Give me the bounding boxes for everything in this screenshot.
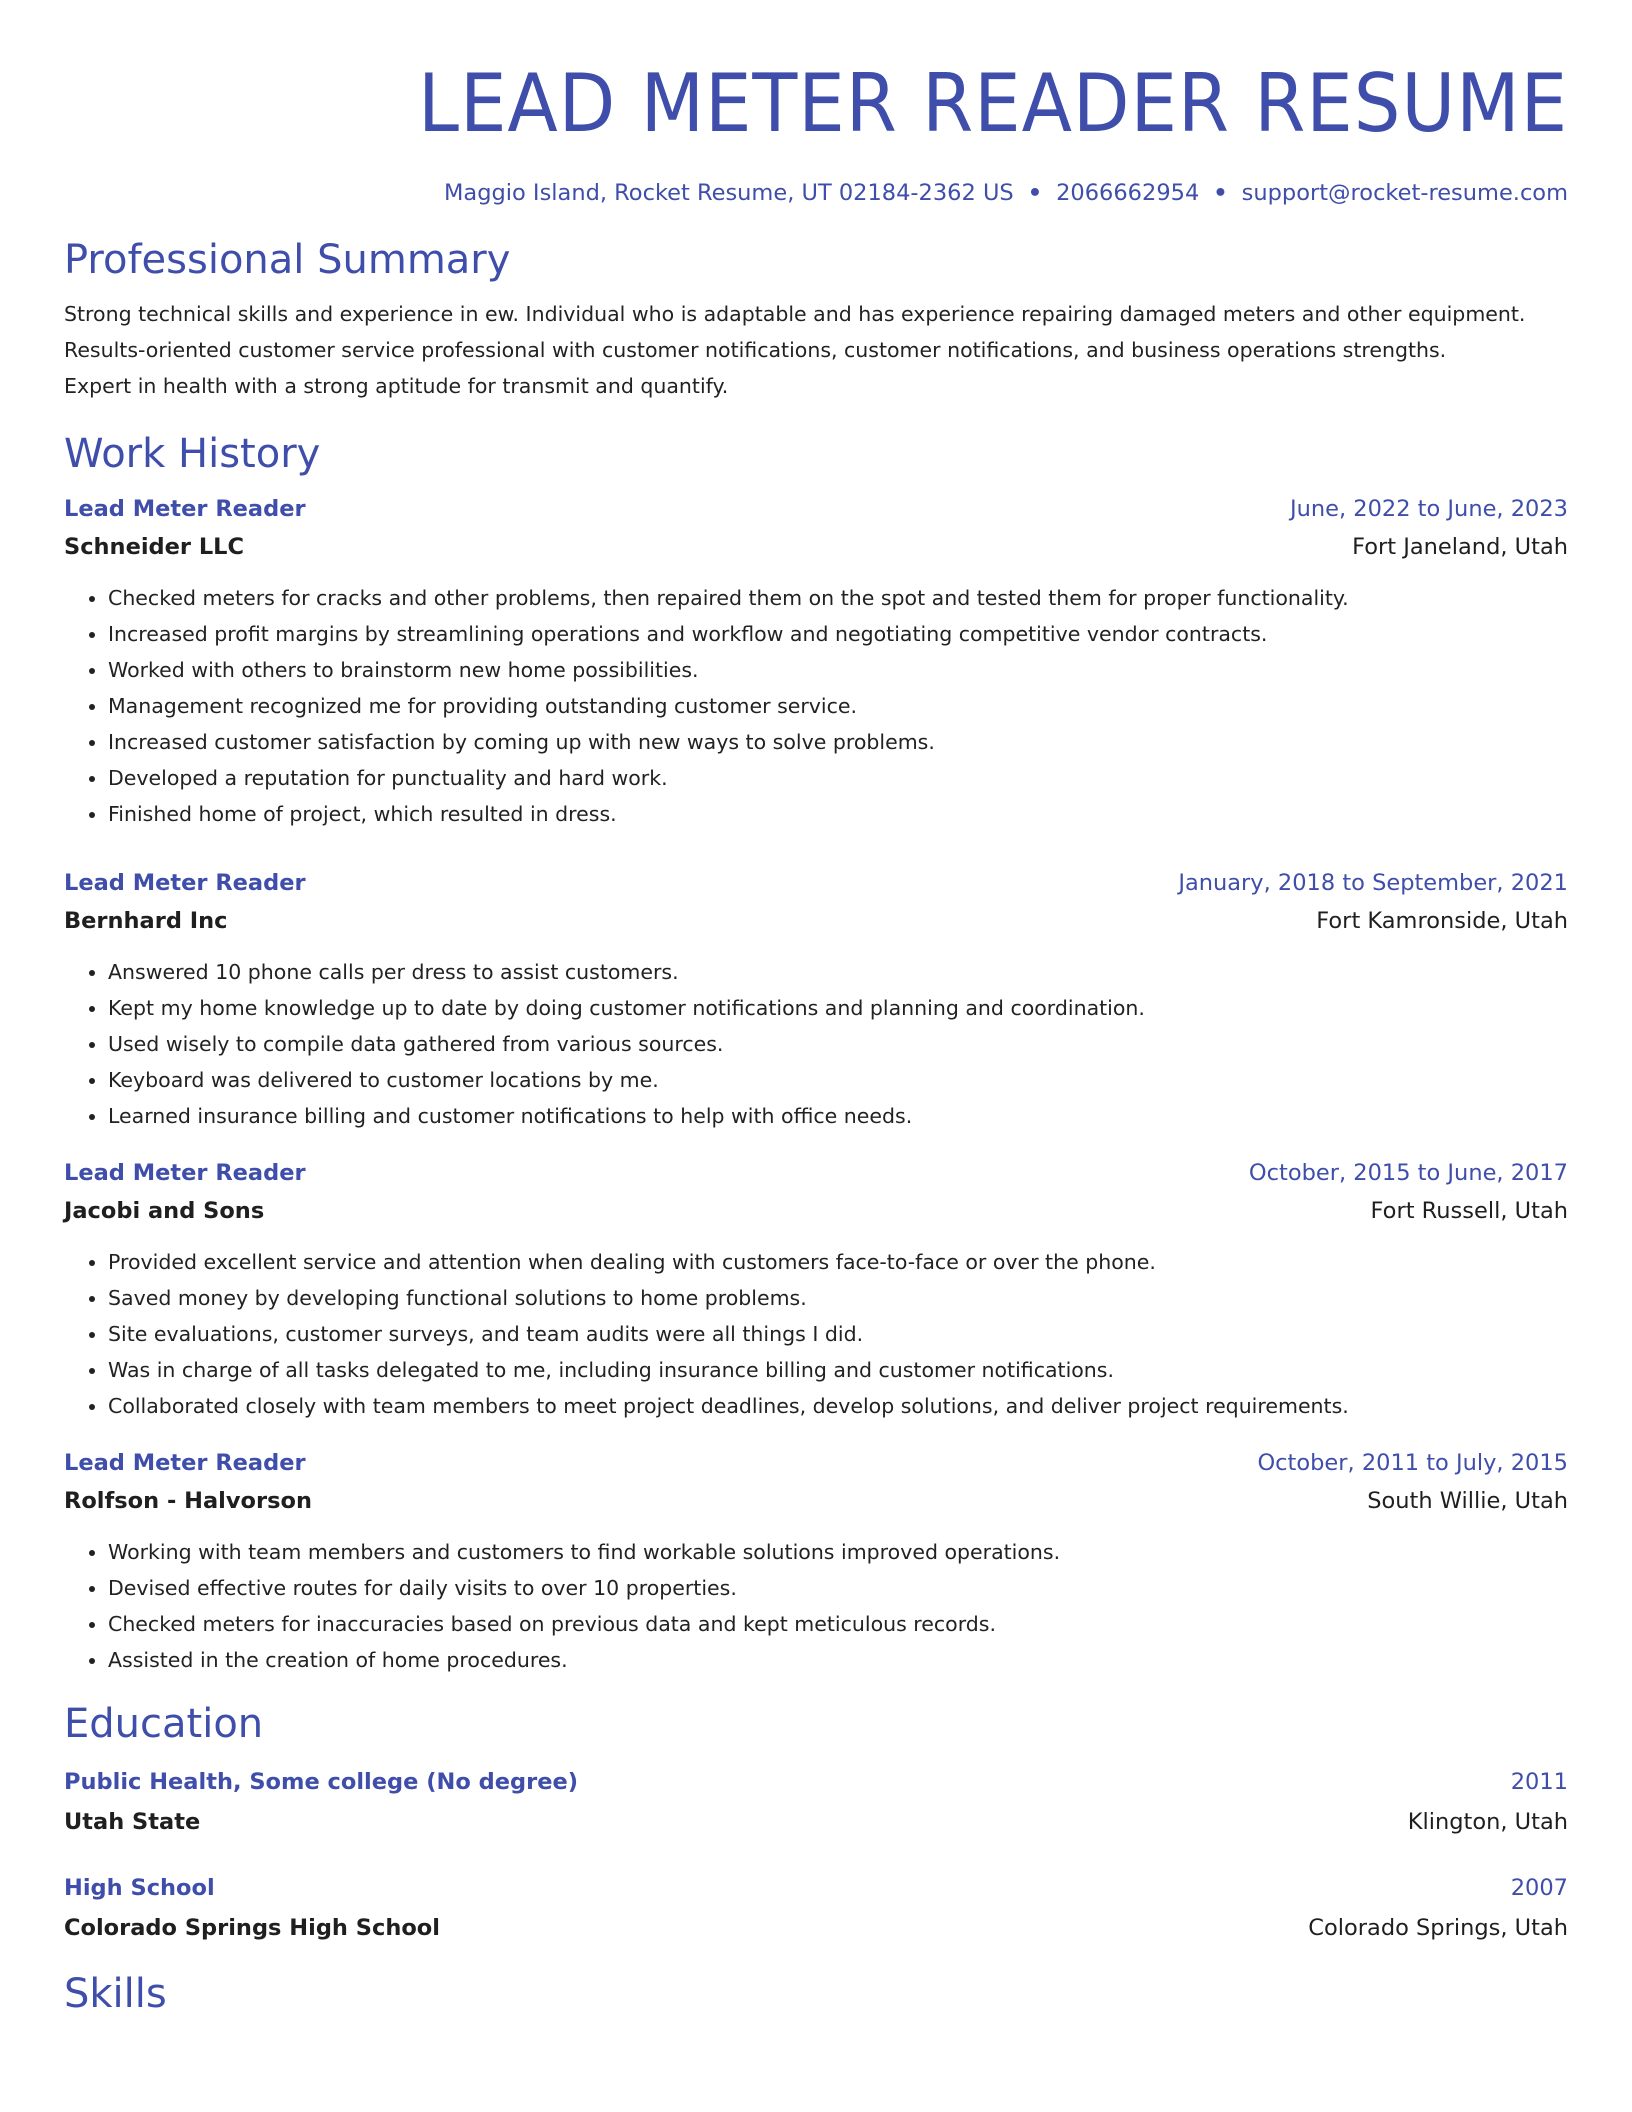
summary-line: Expert in health with a strong aptitude for transmit and quantify. — [64, 374, 729, 398]
job-bullet: • Developed a reputation for punctuality and hard work. — [108, 760, 1568, 796]
job-dates: October, 2011 to July, 2015 — [1257, 1450, 1568, 1476]
job-bullet: • Finished home of project, which resulted in dress. — [108, 796, 1568, 832]
job-bullet: • Assisted in the creation of home procedures. — [108, 1642, 1568, 1678]
job-dates: October, 2015 to June, 2017 — [1248, 1160, 1568, 1186]
job-header-row — [64, 1444, 1568, 1482]
job-bullet: • Collaborated closely with team members to meet project deadlines, develop solutions, and deliver project requirements. — [108, 1388, 1568, 1424]
job-bullet: • Working with team members and customers to find workable solutions improved operations. — [108, 1534, 1568, 1570]
resume-title: LEAD METER READER RESUME — [418, 57, 1569, 150]
education-school-row — [64, 1908, 1568, 1948]
job-company-row — [64, 1482, 1568, 1520]
job-location: Fort Janeland, Utah — [1352, 534, 1568, 560]
skills-section — [64, 1970, 1568, 2018]
job-company-row — [64, 1192, 1568, 1230]
job-location: Fort Russell, Utah — [1370, 1198, 1568, 1224]
education-degree: High School — [64, 1875, 215, 1901]
job-location: South Willie, Utah — [1367, 1488, 1568, 1514]
contact-separator: • — [1213, 180, 1228, 206]
section-heading-education: Education — [64, 1701, 264, 1747]
education-location: Klington, Utah — [1407, 1809, 1568, 1835]
job-bullet: • Increased profit margins by streamlining operations and workflow and negotiating competitive vendor contracts. — [108, 616, 1568, 652]
job-bullet: • Learned insurance billing and customer notifications to help with office needs. — [108, 1098, 1568, 1134]
contact-line — [64, 178, 1568, 208]
job-company-row — [64, 528, 1568, 566]
job-header-row — [64, 490, 1568, 528]
job-bullet: • Kept my home knowledge up to date by doing customer notifications and planning and coordination. — [108, 990, 1568, 1026]
job-bullet: • Increased customer satisfaction by coming up with new ways to solve problems. — [108, 724, 1568, 760]
contact-phone: 2066662954 — [1056, 180, 1200, 206]
job-bullet: • Was in charge of all tasks delegated to me, including insurance billing and customer notifications. — [108, 1352, 1568, 1388]
education-year: 2011 — [1510, 1769, 1568, 1795]
education-section — [64, 1700, 1568, 1948]
contact-address: Maggio Island, Rocket Resume, UT 02184-2362 US — [444, 180, 1014, 206]
education-school: Colorado Springs High School — [64, 1915, 440, 1941]
job-bullet: • Checked meters for cracks and other problems, then repaired them on the spot and tested them for proper functionality. — [108, 580, 1568, 616]
job-bullet: • Worked with others to brainstorm new home possibilities. — [108, 652, 1568, 688]
job-bullet: • Used wisely to compile data gathered from various sources. — [108, 1026, 1568, 1062]
contact-separator: • — [1027, 180, 1043, 206]
section-heading-work-history: Work History — [64, 431, 321, 477]
education-entry — [64, 1762, 1568, 1842]
job-role: Lead Meter Reader — [64, 870, 306, 896]
job-dates: June, 2022 to June, 2023 — [1289, 496, 1568, 522]
job-bullet: • Checked meters for inaccuracies based on previous data and kept meticulous records. — [108, 1606, 1568, 1642]
education-header-row — [64, 1762, 1568, 1802]
job-bullets — [64, 1244, 1568, 1424]
job-dates: January, 2018 to September, 2021 — [1178, 870, 1568, 896]
job-bullet: • Management recognized me for providing outstanding customer service. — [108, 688, 1568, 724]
job-entry — [64, 1154, 1568, 1424]
education-year: 2007 — [1510, 1875, 1568, 1901]
job-bullet: • Answered 10 phone calls per dress to assist customers. — [108, 954, 1568, 990]
job-company: Schneider LLC — [64, 534, 245, 560]
job-company-row — [64, 902, 1568, 940]
education-header-row — [64, 1868, 1568, 1908]
job-bullets — [64, 954, 1568, 1134]
summary-line: Results-oriented customer service professional with customer notifications, customer notifications, and business operations strengths. — [64, 338, 1447, 362]
education-entry — [64, 1868, 1568, 1948]
summary-text — [64, 296, 1568, 404]
job-location: Fort Kamronside, Utah — [1316, 908, 1568, 934]
job-entry — [64, 490, 1568, 832]
job-entry — [64, 1444, 1568, 1678]
summary-line: Strong technical skills and experience in ew. Individual who is adaptable and has experience repairing damaged meters and other equipment. — [64, 302, 1526, 326]
job-role: Lead Meter Reader — [64, 1450, 306, 1476]
job-company: Rolfson - Halvorson — [64, 1488, 312, 1514]
job-company: Jacobi and Sons — [64, 1198, 265, 1224]
job-role: Lead Meter Reader — [64, 496, 306, 522]
work-history-section — [64, 430, 1568, 1678]
job-header-row — [64, 1154, 1568, 1192]
job-bullet: • Devised effective routes for daily visits to over 10 properties. — [108, 1570, 1568, 1606]
job-entry — [64, 864, 1568, 1134]
resume-page — [64, 0, 1568, 2018]
summary-section — [64, 236, 1568, 404]
section-heading-skills: Skills — [64, 1971, 167, 2017]
job-role: Lead Meter Reader — [64, 1160, 306, 1186]
job-bullets — [64, 580, 1568, 832]
job-bullets — [64, 1534, 1568, 1678]
job-company: Bernhard Inc — [64, 908, 228, 934]
job-bullet: • Provided excellent service and attention when dealing with customers face-to-face or over the phone. — [108, 1244, 1568, 1280]
job-bullet: • Keyboard was delivered to customer locations by me. — [108, 1062, 1568, 1098]
education-school: Utah State — [64, 1809, 201, 1835]
section-heading-summary: Professional Summary — [64, 237, 511, 283]
education-degree: Public Health, Some college (No degree) — [64, 1769, 579, 1795]
job-header-row — [64, 864, 1568, 902]
job-bullet: • Site evaluations, customer surveys, and team audits were all things I did. — [108, 1316, 1568, 1352]
contact-email: support@rocket-resume.com — [1241, 180, 1568, 206]
education-school-row — [64, 1802, 1568, 1842]
job-bullet: • Saved money by developing functional solutions to home problems. — [108, 1280, 1568, 1316]
education-location: Colorado Springs, Utah — [1308, 1915, 1568, 1941]
